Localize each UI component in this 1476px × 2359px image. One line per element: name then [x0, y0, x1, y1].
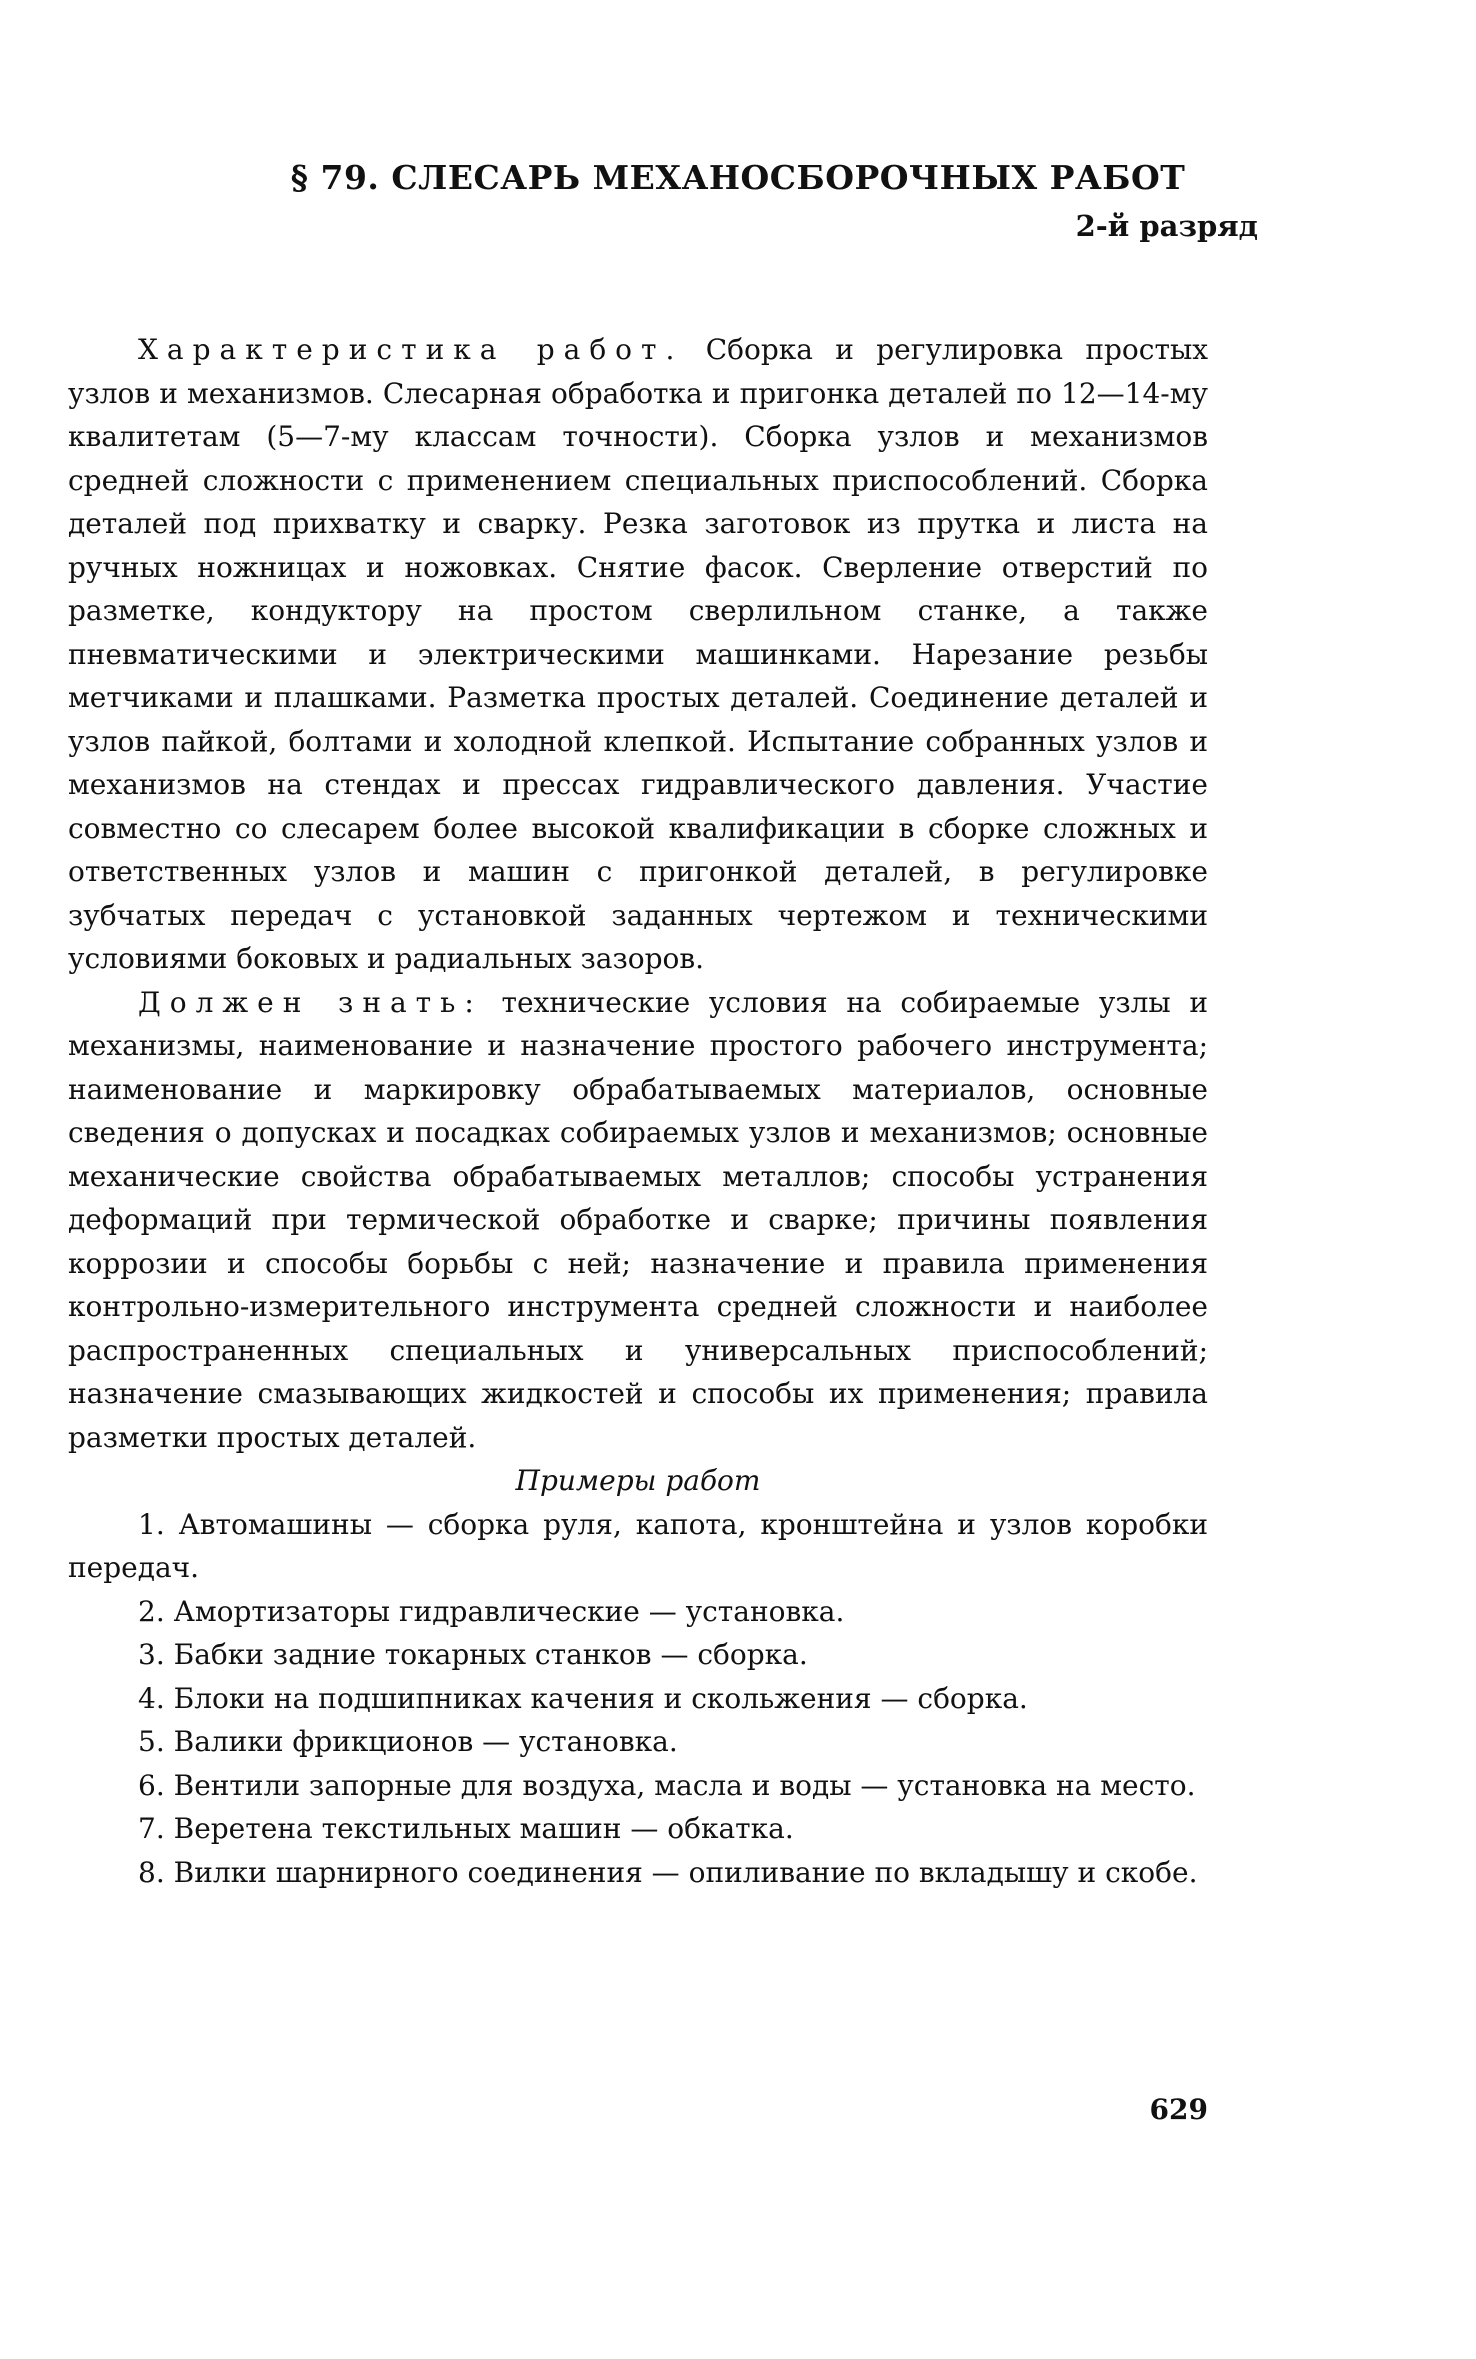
example-item: 8. Вилки шарнирного соединения — опиливание по вкладышу и скобе.: [138, 1855, 1198, 1889]
example-item: 4. Блоки на подшипниках качения и скольжения — сборка.: [138, 1681, 1028, 1715]
example-item: 5. Валики фрикционов — установка.: [138, 1725, 678, 1758]
section-title: § 79. СЛЕСАРЬ МЕХАНОСБОРОЧНЫХ РАБОТ: [290, 158, 1186, 197]
page-number: 629: [1149, 2093, 1208, 2126]
grade-label: 2-й разряд: [1075, 209, 1258, 243]
knowledge-label: Должен знать:: [138, 985, 483, 1019]
example-item: 7. Веретена текстильных машин — обкатка.: [138, 1812, 794, 1845]
knowledge-text: технические условия на собираемые узлы и механизмы, наименование и назначение простого рабочего инструмента; наименование и маркировку обрабатываемых материалов, основные сведения о допусках и посадках собираемых узлов и механизмов; основные механические свойства обрабатываемых металлов; способы устранения деформаций при термической обработке и сварке; причины появления коррозии и способы борьбы с ней; назначение и правила применения контрольно-измерительного инструмента средней сложности и наиболее распространенных специальных и универсальных приспособлений; назначение смазывающих жидкостей и способы их применения; правила разметки простых деталей.: [68, 985, 1209, 1454]
example-item: 2. Амортизаторы гидравлические — установка.: [138, 1594, 845, 1628]
examples-title: Примеры работ: [515, 1464, 761, 1497]
example-item: 6. Вентили запорные для воздуха, масла и воды — установка на место.: [138, 1768, 1196, 1802]
document-body: [68, 328, 1208, 1894]
characteristics-paragraph: [68, 328, 1208, 981]
characteristics-text: Сборка и регулировка простых узлов и механизмов. Слесарная обработка и пригонка деталей по 12—14-му квалитетам (5—7-му классам точности). Сборка узлов и механизмов средней сложности с применением специальных приспособлений. Сборка деталей под прихватку и сварку. Резка заготовок из прутка и листа на ручных ножницах и ножовках. Снятие фасок. Сверление отверстий по разметке, кондуктору на простом сверлильном станке, а также пневматическими и электрическими машинками. Нарезание резьбы метчиками и плашками. Разметка простых деталей. Соединение деталей и узлов пайкой, болтами и холодной клепкой. Испытание собранных узлов и механизмов на стендах и прессах гидравлического давления. Участие совместно со слесарем более высокой квалификации в сборке сложных и ответственных узлов и машин с пригонкой деталей, в регулировке зубчатых передач с установкой заданных чертежом и техническими условиями боковых и радиальных зазоров.: [68, 333, 1209, 975]
example-item: 1. Автомашины — сборка руля, капота, кронштейна и узлов коробки передач.: [68, 1507, 1208, 1584]
characteristics-label: Характеристика работ.: [138, 333, 684, 366]
examples-list: [68, 1503, 1208, 1895]
example-item: 3. Бабки задние токарных станков — сборка.: [138, 1638, 808, 1671]
knowledge-paragraph: [68, 981, 1208, 1460]
